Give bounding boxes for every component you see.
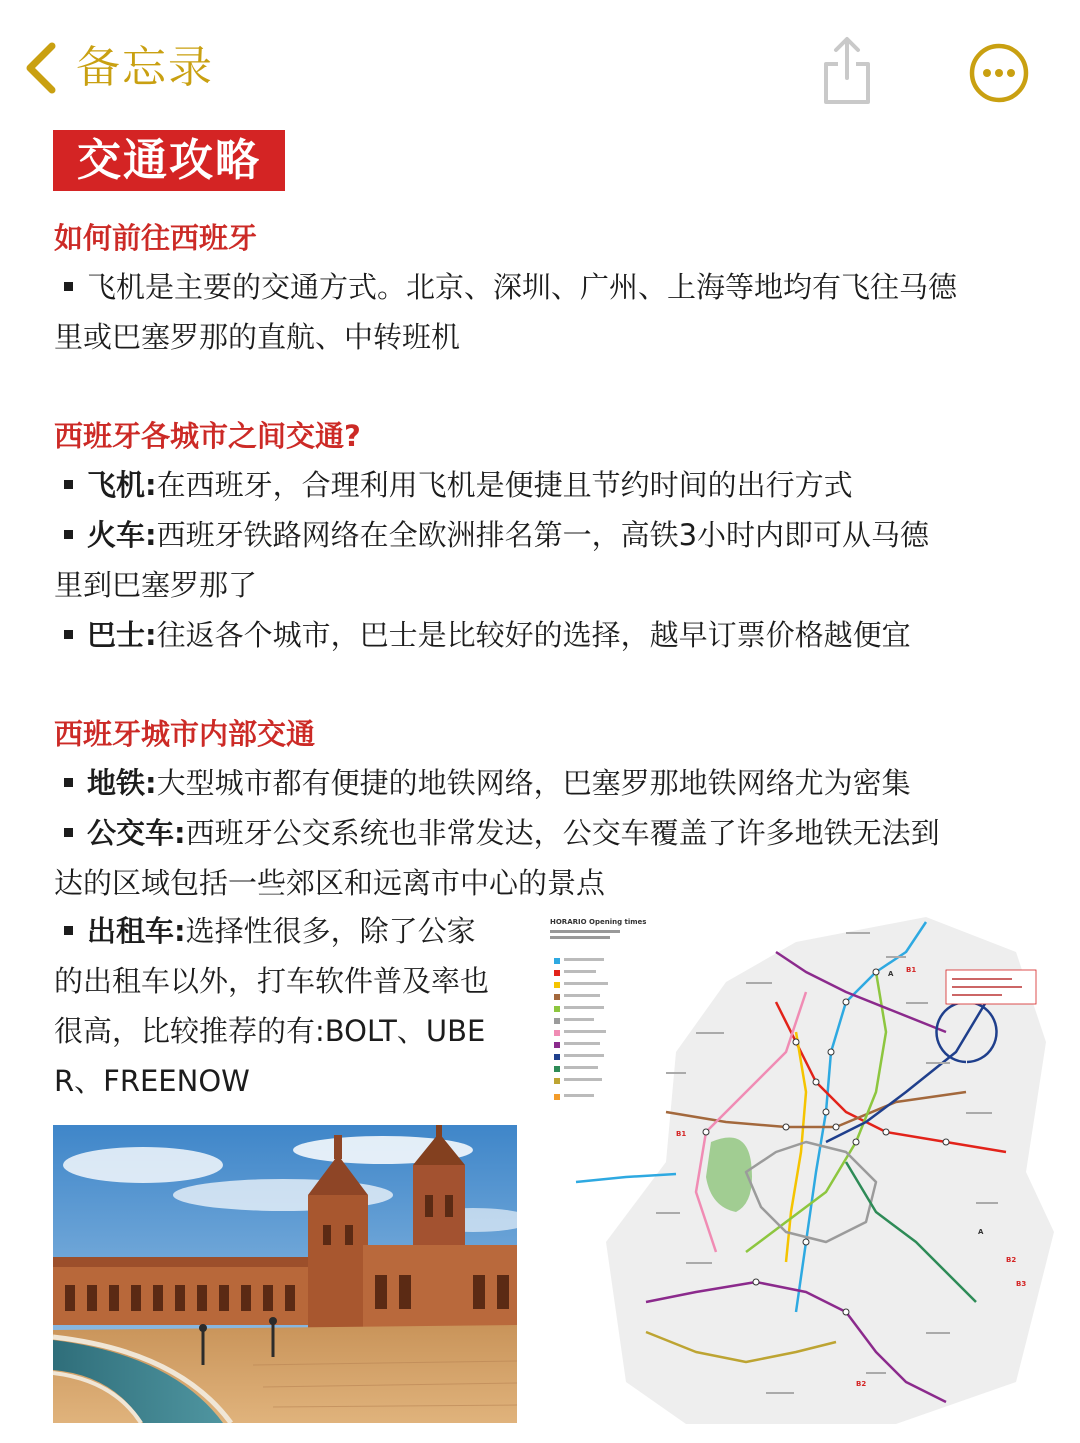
zone-label: A [978,1228,984,1236]
zone-label: B1 [676,1130,687,1138]
list-item-city-bus-cont: 达的区域包括一些郊区和远离市中心的景点 [54,866,606,900]
metro-map-header: HORARIO Opening times [550,918,647,926]
list-item-train-cont: 里到巴塞罗那了 [54,568,258,602]
zone-label: B1 [906,966,917,974]
zone-label: B2 [856,1380,867,1388]
section-body-intercity [54,460,929,660]
bullet-icon [64,778,73,787]
section-body-taxi [54,906,489,1106]
section-heading-getting-to-spain: 如何前往西班牙 [54,221,258,255]
share-button[interactable] [818,34,876,106]
more-options-button[interactable] [968,42,1030,104]
plaza-de-espana-photo [53,1125,517,1423]
note-title: 交通攻略 [53,130,285,191]
list-item-bus: 巴士:往返各个城市，巴士是比较好的选择，越早订票价格越便宜 [54,610,929,660]
list-item-taxi: 出租车:选择性很多，除了公家 [54,906,489,956]
back-label: 备忘录 [76,42,214,93]
bullet-icon [64,630,73,639]
chevron-left-icon [18,38,62,98]
list-item-train: 火车:西班牙铁路网络在全欧洲排名第一，高铁3小时内即可从马德 [54,510,929,560]
list-item-taxi-cont: 的出租车以外，打车软件普及率也 [54,964,490,998]
list-item-taxi-cont: R、FREENOW [54,1064,250,1098]
list-item-taxi-cont: 很高，比较推荐的有:BOLT、UBE [54,1014,486,1048]
paragraph-line: 里或巴塞罗那的直航、中转班机 [54,320,461,354]
madrid-metro-map [546,912,1054,1424]
zone-label: B3 [1016,1280,1027,1288]
section-heading-local-transport: 西班牙城市内部交通 [54,717,316,751]
bullet-icon [64,480,73,489]
list-item-plane: 飞机:在西班牙，合理利用飞机是便捷且节约时间的出行方式 [54,460,929,510]
share-icon [818,34,876,106]
bullet-icon [64,282,73,291]
back-button[interactable] [18,38,214,98]
zone-label: A [888,970,894,978]
bullet-icon [64,926,73,935]
bullet-icon [64,828,73,837]
section-body-getting-to-spain [54,262,957,362]
zone-label: B2 [1006,1256,1017,1264]
section-body-local-transport [54,758,940,908]
section-heading-intercity: 西班牙各城市之间交通? [54,419,361,453]
bullet-icon [64,530,73,539]
nav-bar [0,0,1080,118]
list-item-city-bus: 公交车:西班牙公交系统也非常发达，公交车覆盖了许多地铁无法到 [54,808,940,858]
list-item-metro: 地铁:大型城市都有便捷的地铁网络，巴塞罗那地铁网络尤为密集 [54,758,940,808]
paragraph-line: 飞机是主要的交通方式。北京、深圳、广州、上海等地均有飞往马德 [54,262,957,312]
ellipsis-circle-icon [968,42,1030,104]
